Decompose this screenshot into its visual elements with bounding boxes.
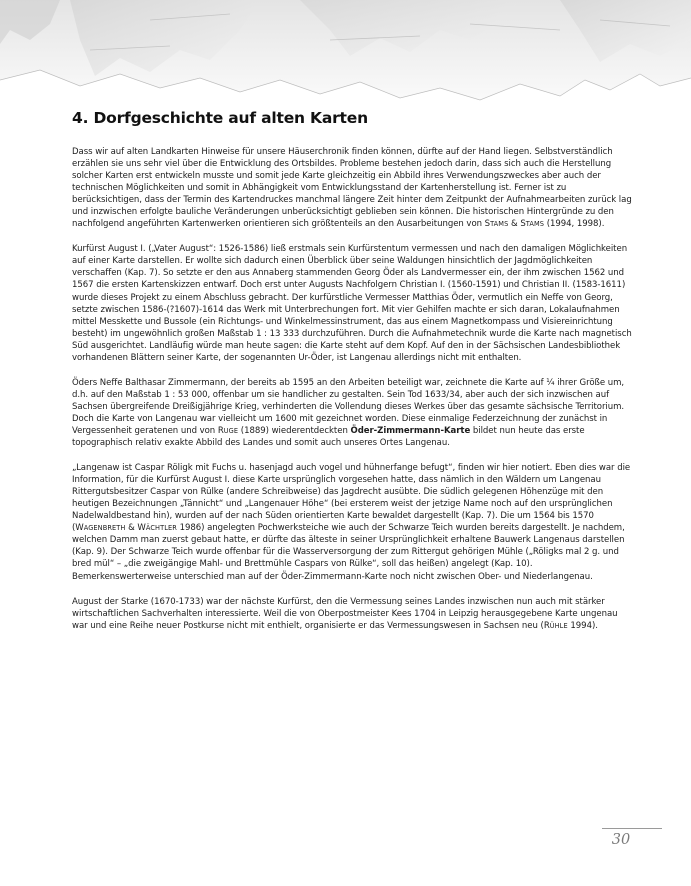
paragraph-zimmermann: Öders Neffe Balthasar Zimmermann, der bereits ab 1595 an den Arbeiten beteiligt war, zeichnete die Karte auf ¼ ihrer Größe um, d.h. auf den Maßstab 1 : 53 000, offenbar um sie handlicher zu gestalten. Sein Tod 1633/34, aber auch der sich inzwischen auf Sachsen übergreifende Dreißigjährige Krieg, verhinderten die Vollendung dieses Werkes über das gesamte sächsische Territorium. Doch die Karte von Langenau war vielleicht um 1600 mit gezeichnet worden. Diese einmalige Federzeichnung der zunächst in Vergessenheit geratenen und von RUGE (1889) wiederentdeckten Öder-Zimmermann-Karte bildet nun heute das erste topographisch relativ exakte Abbild des Landes und somit auch unseres Ortes Langenau. <box>72 377 625 449</box>
paragraph-langenaw-quote: „Langenaw ist Caspar Röligk mit Fuchs u. hasenjagd auch vogel und hühnerfange befugt“, finden wir hier notiert. Eben dies war die Information, für die Kurfürst August I. diese Karte ursprünglich vorgesehen hatte, dass nämlich in den Wäldern um Langenau Rittergutsbesitzer Caspar von Rülke (andere Schreibweise) das Jagdrecht ausübte. Die südlich gelegenen Höhenzüge mit den heutigen Bezeichnungen „Tännicht“ und „Langenauer Höhe“ (bei ersterem weist der jetzige Name noch auf den ursprünglichen Nadelwaldbestand hin), wurden auf der nach Süden orientierten Karte bewaldet dargestellt (Kap. 7). Die um 1564 bis 1570 (WAGENBRETH & WÄCHTLER 1986) angelegten Pochwerksteiche wie auch der Schwarze Teich wurden bereits dargestellt. Je nachdem, welchen Damm man zuerst gebaut hatte, er dürfte das älteste in seiner Ursprünglichkeit erhaltene Bauwerk Langenaus darstellen (Kap. 9). Der Schwarze Teich wurde offenbar für die Wasserversorgung der zum Rittergut gehörigen Mühle („Röligks mal 2 g. und bred mül“ – „die zweigängige Mahl- und Brettmühle Caspars von Rülke“, soll das heißen) angelegt (Kap. 10). Bemerkenswerterweise unterschied man auf der Öder-Zimmermann-Karte noch nicht zwischen Ober- und Niederlangenau. <box>72 463 631 582</box>
section-title: 4. Dorfgeschichte auf alten Karten <box>72 109 368 127</box>
paragraph-intro: Dass wir auf alten Landkarten Hinweise für unsere Häuserchronik finden können, dürfte auf der Hand liegen. Selbstverständlich erzählen sie uns sehr viel über die Entwicklung des Ortsbildes. Probleme bestehen jedoch darin, dass sich auch die Herstellung solcher Karten erst entwickeln musste und somit jede Karte gleichzeitig ein Abbild ihres Verwendungszweckes aber auch der technischen Möglichkeiten und somit in Abhängigkeit vom Entwicklungsstand der Kartenherstellung ist. Ferner ist zu berücksichtigen, dass der Termin des Kartendruckes manchmal längere Zeit hinter dem Zeitpunkt der Aufnahmearbeiten zurück lag und inzwischen erfolgte bauliche Veränderungen unberücksichtigt geblieben sein können. Die historischen Hintergründe zu den nachfolgend angeführten Kartenwerken orientieren sich größtenteils an den Ausarbeitungen von STAMS & STAMS (1994, 1998). <box>72 147 632 230</box>
bold-map-name: Öder-Zimmermann-Karte <box>350 425 471 436</box>
torn-paper-header-decoration <box>0 0 691 110</box>
page-content <box>72 109 632 645</box>
footer-rule <box>602 828 662 829</box>
paragraph-august-der-starke: August der Starke (1670-1733) war der nächste Kurfürst, den die Vermessung seines Landes inzwischen nun auch mit stärker wirtschaftlichen Sachverhalten interessierte. Weil die von Oberpostmeister Kees 1704 in Leipzig herausgegebene Karte ungenau war und eine Reihe neuer Postkurse nicht mit enthielt, organisierte er das Vermessungswesen in Sachsen neu (RÜHLE 1994). <box>72 596 618 631</box>
page-number: 30 <box>611 832 631 848</box>
paragraph-august-i: Kurfürst August I. („Vater August“: 1526-1586) ließ erstmals sein Kurfürstentum vermessen und nach den damaligen Möglichkeiten auf einer Karte darstellen. Er wollte sich dadurch einen Überblick über seine Waldungen hinsichtlich der Jagdmöglichkeiten verschaffen (Kap. 7). So setzte er den aus Annaberg stammenden Georg Öder als Landvermesser ein, der ihm zwischen 1562 und 1567 die ersten Kartenskizzen entwarf. Doch erst unter Augusts Nachfolgern Christian I. (1560-1591) und Christian II. (1583-1611) wurde dieses Projekt zu einem Abschluss gebracht. Der kurfürstliche Vermesser Matthias Öder, vermutlich ein Neffe von Georg, setzte zwischen 1586-(?1607)-1614 das Werk mit Unterbrechungen fort. Mit vier Gehilfen machte er sich daran, Lokalaufnahmen mittel Messkette und Bussole (ein Richtungs- und Winkelmessinstrument, das aus einem Magnetkompass und Visiereinrichtung besteht) im ungewöhnlich großen Maßstab 1 : 13 333 durchzuführen. Durch die Aufnahmetechnik wurde die Karte nach magnetisch Süd ausgerichtet. Landläufig würde man heute sagen: die Karte steht auf dem Kopf. Auf den in der Sächsischen Landesbibliothek vorhandenen Blättern seiner Karte, der sogenannten Ur-Öder, ist Langenau allerdings nicht mit enthalten. <box>72 244 632 363</box>
